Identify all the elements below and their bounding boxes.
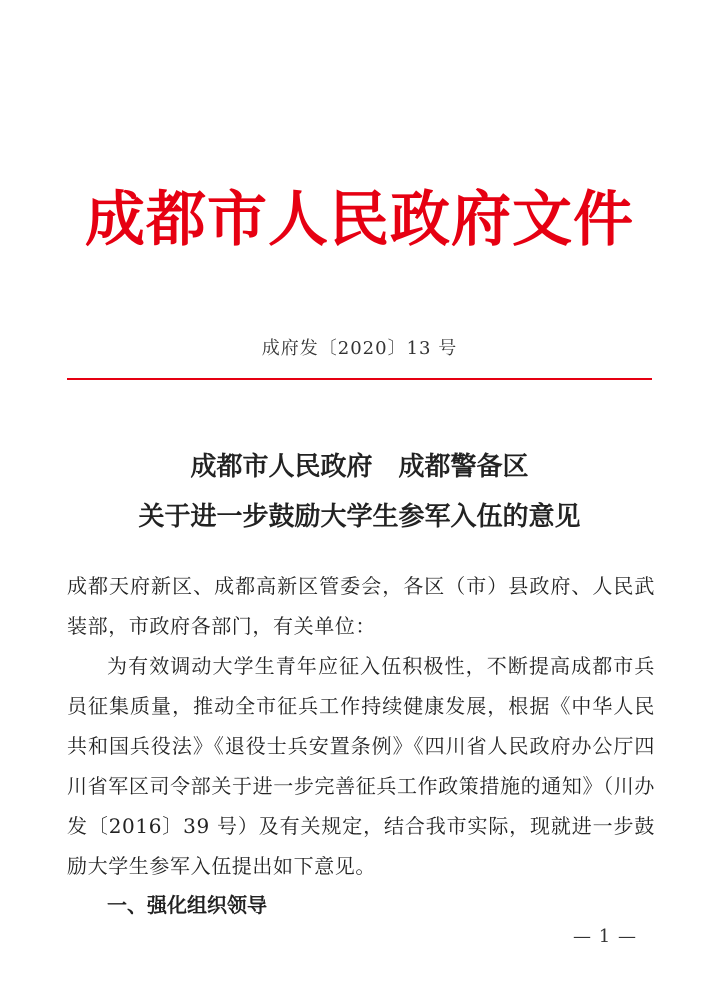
document-title-line-2: 关于进一步鼓励大学生参军入伍的意见: [138, 502, 581, 532]
body-paragraph-1: 为有效调动大学生青年应征入伍积极性，不断提高成都市兵员征集质量，推动全市征兵工作持续健康发展，根据《中华人民共和国兵役法》《退役士兵安置条例》《四川省人民政府办公厅四川省军区司令部关于进一步完善征兵工作政策措施的通知》（川办发〔2016〕39 号）及有关规定，结合我市实际，现就进一步鼓励大学生参军入伍提出如下意见。: [67, 654, 655, 878]
document-number: 成府发〔2020〕13 号: [261, 338, 458, 359]
document-masthead: 成都市人民政府文件: [85, 185, 634, 255]
document-title-line-1: 成都市人民政府 成都警备区: [190, 452, 529, 482]
page-number: — 1 —: [573, 926, 637, 947]
addressee-paragraph: 成都天府新区、成都高新区管委会，各区（市）县政府、人民武装部，市政府各部门，有关单位：: [67, 574, 655, 638]
section-heading-1: 一、强化组织领导: [107, 893, 267, 917]
red-separator-line: [67, 378, 652, 380]
